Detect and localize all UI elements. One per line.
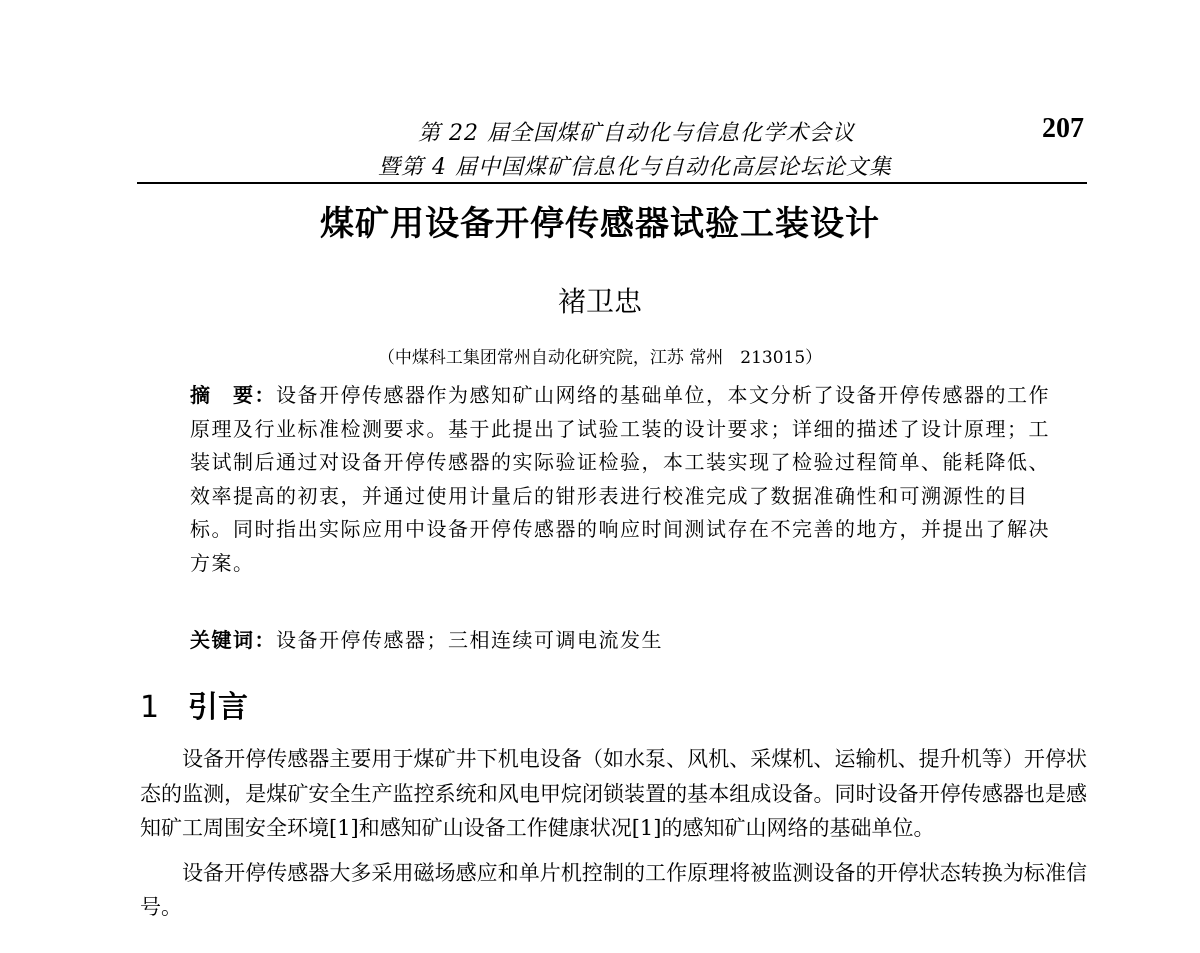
header-conference-line1: 第 22 届全国煤矿自动化与信息化学术会议 — [418, 121, 855, 146]
abstract-text: 设备开停传感器作为感知矿山网络的基础单位，本文分析了设备开停传感器的工作原理及行业标准检测要求。基于此提出了试验工装的设计要求；详细的描述了设计原理；工装试制后通过对设备开停传感器的实际验证检验，本工装实现了检验过程简单、能耗降低、效率提高的初衷，并通过使用计量后的钳形表进行校准完成了数据准确性和可溯源性的目标。同时指出实际应用中设备开停传感器的响应时间测试存在不完善的地方，并提出了解决方案。 — [190, 383, 1050, 575]
abstract — [190, 379, 1050, 580]
author-affiliation: （中煤科工集团常州自动化研究院，江苏 常州 213015） — [377, 348, 823, 368]
author-name: 褚卫忠 — [557, 285, 642, 318]
abstract-label: 摘 要： — [190, 383, 276, 407]
body-paragraph-2: 设备开停传感器大多采用磁场感应和单片机控制的工作原理将被监测设备的开停状态转换为标准信号。 — [140, 860, 1087, 919]
body-paragraph-1: 设备开停传感器主要用于煤矿井下机电设备（如水泵、风机、采煤机、运输机、提升机等）开停状态的监测，是煤矿安全生产监控系统和风电甲烷闭锁装置的基本组成设备。同时设备开停传感器也是感知矿工周围安全环境[1]和感知矿山设备工作健康状况[1]的感知矿山网络的基础单位。 — [140, 747, 1087, 840]
paper-title: 煤矿用设备开停传感器试验工装设计 — [320, 204, 880, 244]
section-title: 引言 — [188, 690, 248, 725]
keywords-text: 设备开停传感器；三相连续可调电流发生 — [276, 628, 663, 652]
section-heading — [140, 682, 248, 726]
page-number: 207 — [1042, 113, 1084, 144]
keywords — [190, 624, 1050, 653]
keywords-label: 关键词： — [190, 628, 276, 652]
body-text — [140, 742, 1087, 925]
section-number: 1 — [140, 690, 160, 725]
header-rule — [137, 182, 1087, 184]
header-conference-line2: 暨第 4 届中国煤矿信息化与自动化高层论坛论文集 — [378, 155, 892, 180]
